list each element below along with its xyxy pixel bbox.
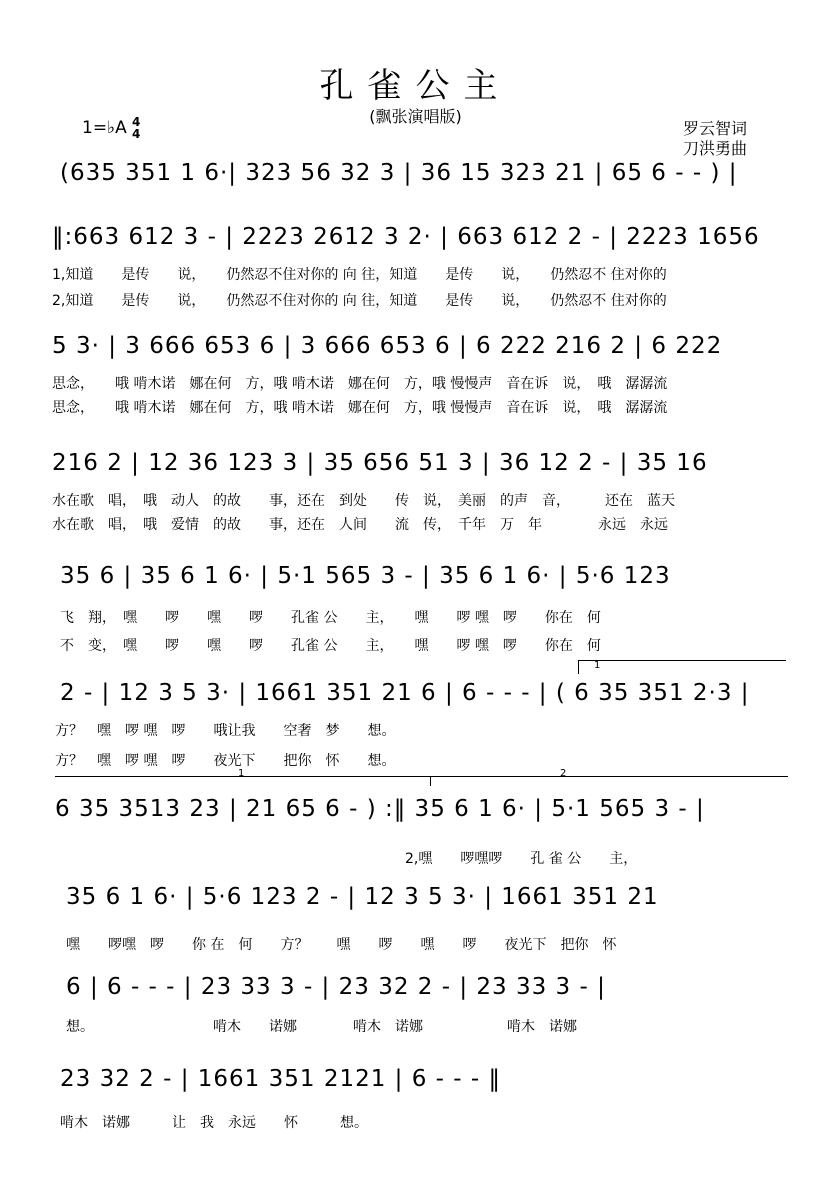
lyricist-credit: 罗云智词 <box>683 119 748 138</box>
lyric-verse-1: 水在歌 唱， 哦 动人 的故 事，还在 到处 传 说， 美丽 的声 音， 还在 蓝天 <box>52 493 675 509</box>
lyric-verse-1: 方？ 嘿 啰 嘿 啰 哦让我 空奢 梦 想。 <box>55 723 396 739</box>
meter-top: 4 <box>132 115 141 129</box>
notation-line: 5 3· | 3 666 653 6 | 3 666 653 6 | 6 222 216 2 | 6 222 <box>52 333 723 359</box>
key-signature: 1=♭A <box>82 118 127 138</box>
notation-line: 6 | 6 - - - | 23 33 3 - | 23 32 2 - | 23 33 3 - | <box>66 974 606 1000</box>
lyric-verse-2: 2,知道 是传 说， 仍然忍不住对你的 向 往，知道 是传 说， 仍然忍不 住对你的 <box>52 293 667 309</box>
notation-line: 35 6 | 35 6 1 6· | 5·1 565 3 - | 35 6 1 6· | 5·6 123 <box>60 563 671 589</box>
lyric-verse-2: 思念， 哦 啃木诺 娜在何 方，哦 啃木诺 娜在何 方，哦 慢慢声 音在诉 说， 哦 潺潺流 <box>52 400 668 416</box>
volta-2-marker: 2 <box>560 768 567 779</box>
volta-1-bracket <box>578 660 786 661</box>
notation-line: 2 - | 12 3 5 3· | 1661 351 21 6 | 6 - - - | ( 6 35 351 2·3 | <box>60 680 750 706</box>
notation-line: 216 2 | 12 36 123 3 | 35 656 51 3 | 36 12 2 - | 35 16 <box>52 450 708 476</box>
time-signature <box>132 116 140 140</box>
lyric-verse-1: 思念， 哦 啃木诺 娜在何 方，哦 啃木诺 娜在何 方，哦 慢慢声 音在诉 说， 哦 潺潺流 <box>52 376 668 392</box>
notation-line: 23 32 2 - | 1661 351 2121 | 6 - - - ‖ <box>60 1066 502 1092</box>
song-title: 孔雀公主 <box>319 66 512 106</box>
lyric-verse-2: 2,嘿 啰嘿啰 孔 雀 公 主， <box>55 851 638 867</box>
lyric-line: 啃木 诺娜 让 我 永远 怀 想。 <box>60 1115 368 1131</box>
composer-credit: 刀洪勇曲 <box>683 139 748 158</box>
volta-1-marker: 1 <box>238 768 245 779</box>
notation-line: 6 35 3513 23 | 21 65 6 - ) :‖ 35 6 1 6· | 5·1 565 3 - | <box>55 796 705 822</box>
volta-2-bracket-edge <box>430 776 431 786</box>
volta-1-bracket-edge <box>578 660 579 674</box>
meter-bottom: 4 <box>132 127 141 141</box>
lyric-verse-2: 水在歌 唱， 哦 爱情 的故 事，还在 人间 流 传， 千年 万 年 永远 永远 <box>52 517 668 533</box>
notation-line: (635 351 1 6·| 323 56 32 3 | 36 15 323 21 | 65 6 - - ) | <box>60 160 738 186</box>
lyric-line: 嘿 啰嘿 啰 你 在 何 方？ 嘿 啰 嘿 啰 夜光下 把你 怀 <box>66 937 617 953</box>
lyric-verse-2: 不 变， 嘿 啰 嘿 啰 孔雀 公 主， 嘿 啰 嘿 啰 你在 何 <box>60 638 601 654</box>
notation-line: 35 6 1 6· | 5·6 123 2 - | 12 3 5 3· | 1661 351 21 <box>66 884 659 910</box>
volta-line <box>55 776 788 777</box>
volta-1-number: 1 <box>594 660 601 671</box>
lyric-verse-2: 方？ 嘿 啰 嘿 啰 夜光下 把你 怀 想。 <box>55 753 396 769</box>
lyric-verse-1: 1,知道 是传 说， 仍然忍不住对你的 向 往，知道 是传 说， 仍然忍不 住对你的 <box>52 267 667 283</box>
lyric-line: 想。 啃木 诺娜 啃木 诺娜 啃木 诺娜 <box>66 1019 577 1035</box>
notation-line: ‖:663 612 3 - | 2223 2612 3 2· | 663 612 2 - | 2223 1656 <box>52 224 760 250</box>
song-subtitle: (飘张演唱版) <box>369 107 462 126</box>
lyric-verse-1: 飞 翔， 嘿 啰 嘿 啰 孔雀 公 主， 嘿 啰 嘿 啰 你在 何 <box>60 610 601 626</box>
